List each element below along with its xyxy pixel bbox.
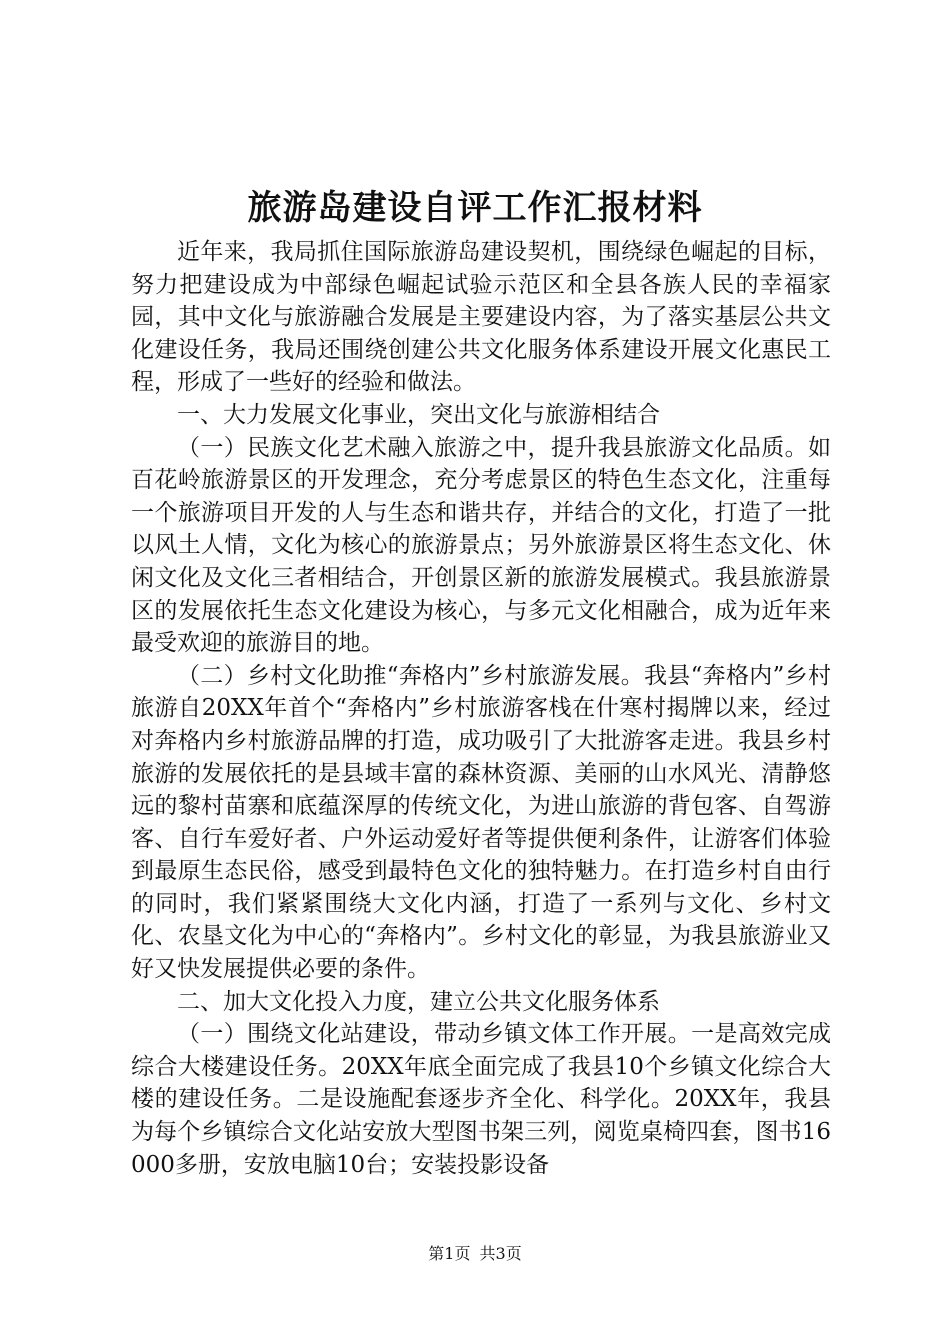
page-number: 第1页 (428, 1244, 471, 1263)
paragraph-1-1: （一）民族文化艺术融入旅游之中，提升我县旅游文化品质。如百花岭旅游景区的开发理念，充分考虑景区的特色生态文化，注重每一个旅游项目开发的人与生态和谐共存，并结合的文化，打造了一批以风土人情，文化为核心的旅游景点；另外旅游景区将生态文化、休闲文化及文化三者相结合，开创景区新的旅游发展模式。我县旅游景区的发展依托生态文化建设为核心，与多元文化相融合，成为近年来最受欢迎的旅游目的地。 (131, 434, 831, 657)
page-footer (0, 1243, 950, 1265)
section-heading-2: 二、加大文化投入力度，建立公共文化服务体系 (177, 988, 660, 1015)
document-body (131, 236, 831, 1181)
paragraph-intro: 近年来，我局抓住国际旅游岛建设契机，围绕绿色崛起的目标，努力把建设成为中部绿色崛起试验示范区和全县各族人民的幸福家园，其中文化与旅游融合发展是主要建设内容，为了落实基层公共文化建设任务，我局还围绕创建公共文化服务体系建设开展文化惠民工程，形成了一些好的经验和做法。 (131, 239, 831, 396)
section-heading-1: 一、大力发展文化事业，突出文化与旅游相结合 (177, 401, 660, 428)
paragraph-1-2: （二）乡村文化助推“奔格内”乡村旅游发展。我县“奔格内”乡村旅游自20XX年首个“奔格内”乡村旅游客栈在什寒村揭牌以来，经过对奔格内乡村旅游品牌的打造，成功吸引了大批游客走进。我县乡村旅游的发展依托的是县域丰富的森林资源、美丽的山水风光、清静悠远的黎村苗寨和底蕴深厚的传统文化，为进山旅游的背包客、自驾游客、自行车爱好者、户外运动爱好者等提供便利条件，让游客们体验到最原生态民俗，感受到最特色文化的独特魅力。在打造乡村自由行的同时，我们紧紧围绕大文化内涵，打造了一系列与文化、乡村文化、农垦文化为中心的“奔格内”。乡村文化的彰显，为我县旅游业又好又快发展提供必要的条件。 (131, 662, 831, 983)
page-total: 共3页 (479, 1244, 522, 1263)
document-title: 旅游岛建设自评工作汇报材料 (247, 188, 703, 228)
paragraph-2-1: （一）围绕文化站建设，带动乡镇文体工作开展。一是高效完成综合大楼建设任务。20XX年底全面完成了我县10个乡镇文化综合大楼的建设任务。二是设施配套逐步齐全化、科学化。20XX年，我县为每个乡镇综合文化站安放大型图书架三列，阅览桌椅四套，图书16000多册，安放电脑10台；安装投影设备 (131, 1021, 831, 1178)
